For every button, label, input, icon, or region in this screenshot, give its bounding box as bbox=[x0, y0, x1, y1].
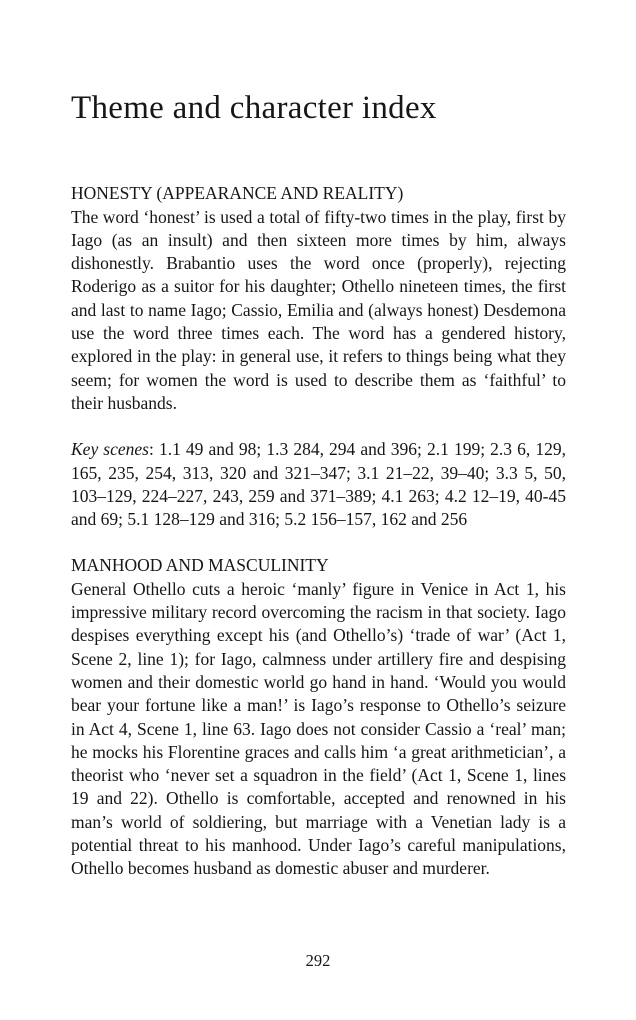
section-heading-honesty: HONESTY (APPEARANCE AND REALITY) bbox=[71, 183, 404, 204]
key-scenes-references: : 1.1 49 and 98; 1.3 284, 294 and 396; 2.1 199; 2.3 6, 129, 165, 235, 254, 313, 320 and 321–347; 3.1 21–22, 39–40; 3.3 5, 50, 103–129, 224–227, 243, 259 and 371–389; 4.1 263; 4.2 12–19, 40-45 and 69; 5.1 128–129 and 316; 5.2 156–157, 162 and 256 bbox=[71, 439, 566, 530]
section-body-honesty: The word ‘honest’ is used a total of fifty-two times in the play, first by Iago (as an insult) and then sixteen more times by him, always dishonestly. Brabantio uses the word once (properly), rejecting Roderigo as a suitor for his daughter; Othello nineteen times, the first and last to name Iago; Cassio, Emilia and (always honest) Desdemona use the word three times each. The word has a gendered history, explored in the play: in general use, it refers to things being what they seem; for women the word is used to describe them as ‘faithful’ to their husbands. bbox=[71, 206, 566, 413]
section-manhood bbox=[71, 554, 566, 880]
section-heading-manhood: MANHOOD AND MASCULINITY bbox=[71, 555, 329, 576]
key-scenes-paragraph bbox=[71, 438, 566, 531]
section-body-manhood: General Othello cuts a heroic ‘manly’ figure in Venice in Act 1, his impressive military record overcoming the racism in that society. Iago despises everything except his (and Othello’s) ‘trade of war’ (Act 1, Scene 2, line 1); for Iago, calmness under artillery fire and despising women and their domestic world go hand in hand. ‘Would you would bear your fortune like a man!’ is Iago’s response to Othello’s seizure in Act 4, Scene 1, line 63. Iago does not consider Cassio a ‘real’ man; he mocks his Florentine graces and calls him ‘a great arithmetician’, a theorist who ‘never set a squadron in the field’ (Act 1, Scene 1, lines 19 and 22). Othello is comfortable, accepted and renowned in his man’s world of soldiering, but marriage with a Venetian lady is a potential threat to his manhood. Under Iago’s careful manipulations, Othello becomes husband as domestic abuser and murderer. bbox=[71, 578, 566, 879]
page-content bbox=[71, 90, 566, 904]
page-title: Theme and character index bbox=[71, 90, 437, 126]
section-honesty bbox=[71, 182, 566, 531]
page-number: 292 bbox=[305, 951, 331, 970]
key-scenes-label: Key scenes bbox=[71, 439, 149, 460]
